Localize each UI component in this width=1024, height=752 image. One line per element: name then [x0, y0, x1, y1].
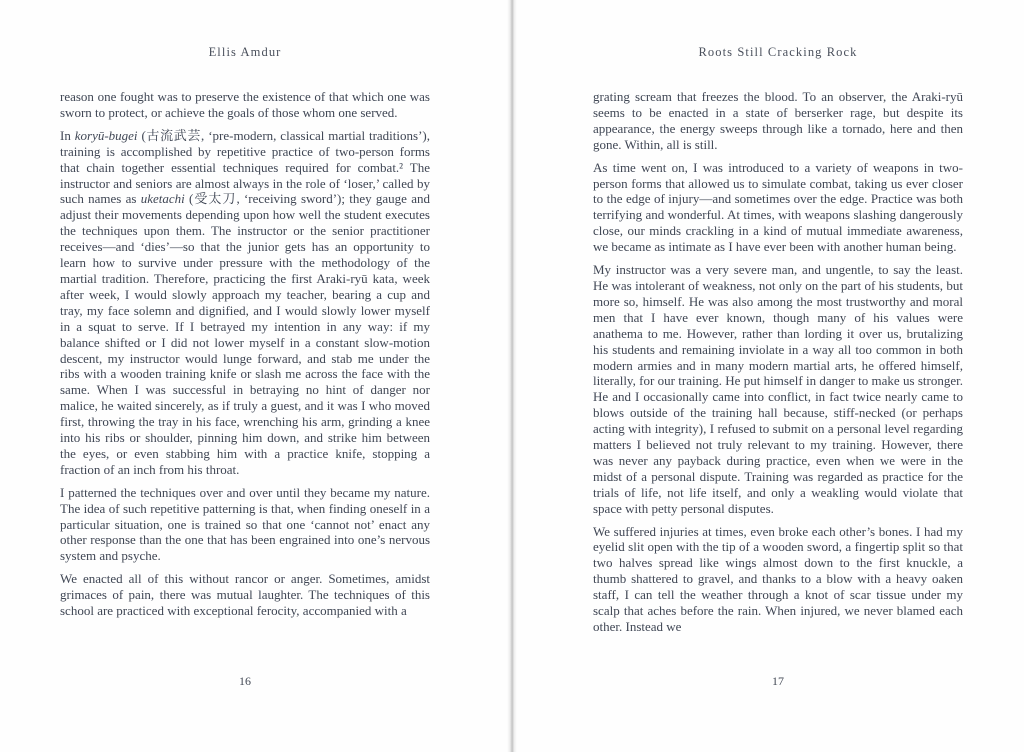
paragraph: We enacted all of this without rancor or anger. Sometimes, amidst grimaces of pain, there was mutual laughter. The techniques of this school are practiced with exceptional ferocity, accompanied with a	[60, 571, 430, 619]
text-block-left	[60, 89, 430, 619]
text-block-right	[593, 89, 963, 635]
page-left	[0, 0, 507, 752]
paragraph: We suffered injuries at times, even broke each other’s bones. I had my eyelid slit open with the tip of a wooden sword, a fingertip split so that two halves spread like wings almost down to the first knuckle, a thumb shattered to gravel, and thanks to a blow with a heavy oaken staff, I can tell the weather through a knot of scar tissue under my scalp that aches before the rain. When injured, we never blamed each other. Instead we	[593, 523, 963, 634]
paragraph: grating scream that freezes the blood. To an observer, the Araki-ryū seems to be enacted in a state of berserker rage, but despite its appearance, the energy sweeps through like a tornado, here and then gone. Within, all is still.	[593, 89, 963, 152]
page-number-right: 17	[772, 674, 784, 688]
paragraph: As time went on, I was introduced to a variety of weapons in two-person forms that allowed us to simulate combat, taking us ever closer to the edge of injury—and sometimes over the edge. Practice was both terrifying and wonderful. At times, with weapons slashing dangerously close, our minds crackling in a kind of mutual immediate awareness, we became as intimate as I have ever been with another human being.	[593, 159, 963, 255]
page-gutter	[507, 0, 517, 752]
page-right	[517, 0, 1024, 752]
paragraph: I patterned the techniques over and over until they became my nature. The idea of such repetitive patterning is that, when finding oneself in a particular situation, one is trained so that one ‘cannot not’ enact any other response than the one that has been engrained into one’s nervous system and psyche.	[60, 484, 430, 564]
paragraph: In koryū-bugei (古流武芸, ‘pre-modern, classical martial traditions’), training is accomplished by repetitive practice of two-person forms that chain together essential techniques required for combat.² The instructor and seniors are almost always in the role of ‘loser,’ called by such names as uketachi (受太刀, ‘receiving sword’); they gauge and adjust their movements depending upon how well the student executes the techniques upon them. The instructor or the senior practitioner receives—and ‘dies’—so that the junior gets has an opportunity to learn how to survive under pressure with the methodology of the martial tradition. Therefore, practicing the first Araki-ryū kata, week after week, I would slowly approach my teacher, bearing a cup and tray, my face solemn and dignified, and I would slowly lower myself in a squat to serve. If I betrayed my intention in any way: if my balance shifted or I did not lower myself in a constant slow-motion descent, my instructor would lunge forward, and stab me under the ribs with a wooden training knife or slash me across the face with the same. When I was successful in betraying no hint of danger nor malice, he waited sincerely, as if truly a guest, and it was I who moved first, throwing the tray in his face, wrenching his arm, grinding a knee into his ribs or shoulder, pinning him down, and strike him between the eyes, or even stabbing him with a practice knife, stopping a fraction of an inch from his throat.	[60, 127, 430, 477]
running-header-left: Ellis Amdur	[208, 45, 282, 59]
page-number-left: 16	[239, 674, 251, 688]
running-header-right: Roots Still Cracking Rock	[698, 45, 858, 59]
paragraph: reason one fought was to preserve the existence of that which one was sworn to protect, or achieve the goals of those whom one served.	[60, 89, 430, 120]
paragraph: My instructor was a very severe man, and ungentle, to say the least. He was intolerant of weakness, not only on the part of his students, but more so, himself. He was also among the most trustworthy and moral men that I have ever known, though many of his values were anathema to me. However, rather than lording it over us, brutalizing his students and remaining inviolate in a way all too common in both modern armies and in many modern martial arts, he offered himself, literally, for our training. He put himself in danger to make us stronger. He and I occasionally came into conflict, in fact twice nearly came to blows outside of the training hall because, stiff-necked (or perhaps acting with integrity), I refused to submit on a personal level regarding matters I believed not truly relevant to my training. However, there was never any payback during practice, even when we were in the midst of a personal dispute. Training was regarded as practice for the trials of life, not life itself, and only a weakling would violate that space with petty personal disputes.	[593, 262, 963, 516]
